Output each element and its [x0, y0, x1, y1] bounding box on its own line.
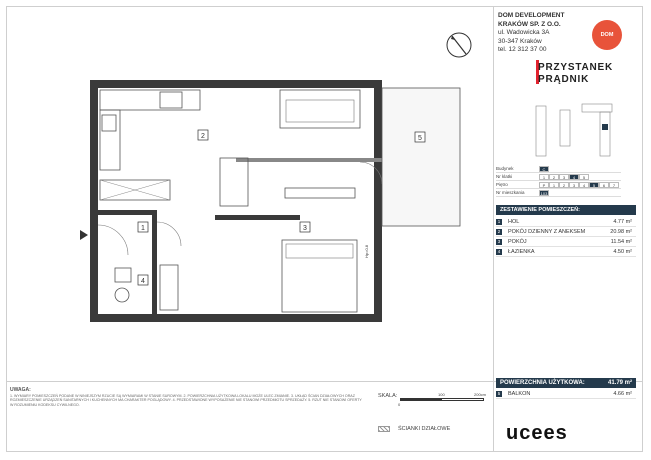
room-list [496, 217, 636, 257]
info-cell: 1 [549, 182, 559, 188]
company-name-2: KRAKÓW SP. Z O.O. [498, 20, 561, 28]
entrance-arrow-icon [80, 230, 88, 240]
partition-wall-swatch [378, 426, 390, 432]
plan-label-4: 4 [141, 278, 145, 285]
scale-end: 200cm [474, 392, 487, 397]
info-cell: 3 [559, 174, 569, 180]
kitchen-counter-top [100, 90, 200, 110]
ucees-logo: ucees [506, 422, 568, 444]
room-area: 4.50 m² [613, 248, 632, 255]
sink-icon [102, 115, 116, 131]
floor-plan [60, 70, 470, 330]
room-name: POKÓJ DZIENNY Z ANEKSEM [508, 228, 586, 235]
info-cell: 103 [540, 190, 548, 196]
info-row-label: Budynek [496, 166, 514, 171]
info-cell: P [539, 182, 549, 188]
legend-label: ŚCIANKI DZIAŁOWE [398, 426, 451, 432]
room-row [496, 227, 636, 237]
compass-icon [446, 32, 472, 58]
room-area: 20.98 m² [610, 228, 632, 235]
plan-label-5: 5 [418, 135, 422, 142]
info-row [496, 173, 621, 181]
info-cell: 6 [599, 182, 609, 188]
dom-logo: DOM [592, 20, 622, 50]
building-info-table [496, 165, 621, 197]
bed-icon [282, 240, 357, 312]
info-row-label: Nr mieszkania [496, 190, 525, 195]
usable-area-value: 41.79 m² [607, 380, 632, 386]
balcony-name: BALKON [508, 390, 531, 397]
plan-label-3: 3 [303, 225, 307, 232]
usable-area [496, 378, 636, 388]
info-row-label: Piętro [496, 182, 508, 187]
info-cell: 3 [569, 182, 579, 188]
stove-icon [160, 92, 182, 108]
washbasin-icon [115, 288, 129, 302]
info-cell: 4 [569, 174, 579, 180]
room-row [496, 217, 636, 227]
sofa-icon [280, 90, 360, 128]
room-name: POKÓJ [508, 238, 527, 245]
scale-label: SKALA: [378, 393, 398, 399]
toilet-icon [115, 268, 131, 282]
room-num: 1 [497, 218, 501, 224]
info-row-label: Nr klatki [496, 174, 513, 179]
vertical-divider [493, 6, 494, 452]
info-row [496, 181, 621, 189]
scale-zero: 0 [398, 402, 401, 407]
company-city: 30-347 Kraków [498, 37, 542, 45]
info-row [496, 189, 621, 197]
project-name-line1: PRZYSTANEK [538, 62, 614, 73]
room-name: HOL [508, 218, 520, 225]
scale-bar [400, 398, 484, 401]
info-cell: 2 [559, 182, 569, 188]
info-cell: 5 [589, 182, 599, 188]
info-cell: 5 [579, 174, 589, 180]
balcony-area [382, 88, 460, 226]
legend-partition-walls [378, 426, 450, 432]
kitchen-counter-side [100, 110, 120, 170]
tv-bench-icon [285, 188, 355, 198]
scale-mid: 100 [438, 392, 445, 397]
notes-title: UWAGA: [10, 387, 31, 393]
dining-table-icon [220, 158, 248, 206]
room-row [496, 237, 636, 247]
info-cell: 7 [609, 182, 619, 188]
balcony-num: 5 [497, 390, 501, 396]
usable-area-label: POWIERZCHNIA UŻYTKOWA: [500, 380, 585, 386]
window-height-label: Hp=0.8 [364, 244, 369, 258]
bathtub-icon [160, 265, 178, 310]
walls [90, 80, 396, 322]
entrance-door-swing [98, 225, 128, 255]
room-num: 2 [497, 228, 501, 234]
company-name: DOM DEVELOPMENT [498, 12, 565, 19]
info-cell: 1 [539, 174, 549, 180]
info-row [496, 165, 621, 173]
balcony-row [496, 389, 636, 399]
room-area: 11.54 m² [610, 238, 632, 245]
info-cell: 4 [579, 182, 589, 188]
room-name: ŁAZIENKA [508, 248, 535, 255]
plan-label-2: 2 [201, 133, 205, 140]
info-cell: C [539, 166, 549, 172]
project-logo [538, 62, 613, 85]
room-num: 3 [497, 238, 501, 244]
balcony-area: 4.66 m² [613, 390, 632, 397]
company-street: ul. Wadowicka 3A [498, 29, 550, 36]
building-locator-map [520, 100, 628, 162]
hall-door-swing [157, 222, 181, 246]
company-phone: tel. 12 312 37 00 [498, 46, 547, 53]
info-cell: 2 [549, 174, 559, 180]
room-num: 4 [497, 248, 501, 254]
room-area: 4.77 m² [613, 218, 632, 225]
notes-text: 1. WYMIARY POMIESZCZEŃ PODANE W NINIEJSZYM RZUCIE SĄ WYMIARAMI W STANIE SUROWYM. 2. POWIERZCHNIA UŻYTKOWA LOKALU MOŻE ULEC ZMIANIE. 3. UKŁAD ŚCIAN DZIAŁOWYCH ORAZ ROZMIESZCZENIE URZĄDZEŃ SANITARNYCH I KUCHENNYCH MA CHARAKTER POGLĄDOWY. 4. PRZEDSTAWIONE WYPOSAŻENIE NIE STANOWI PRZEDMIOTU SPRZEDAŻY. 5. RZUT NIE STANOWI OFERTY W ROZUMIENIU KODEKSU CYWILNEGO. [10, 394, 362, 407]
rooms-title: ZESTAWIENIE POMIESZCZEŃ: [496, 205, 636, 215]
company-info [498, 12, 564, 55]
project-name-line2: PRĄDNIK [538, 74, 590, 85]
plan-label-1: 1 [141, 225, 145, 232]
room-row [496, 247, 636, 257]
